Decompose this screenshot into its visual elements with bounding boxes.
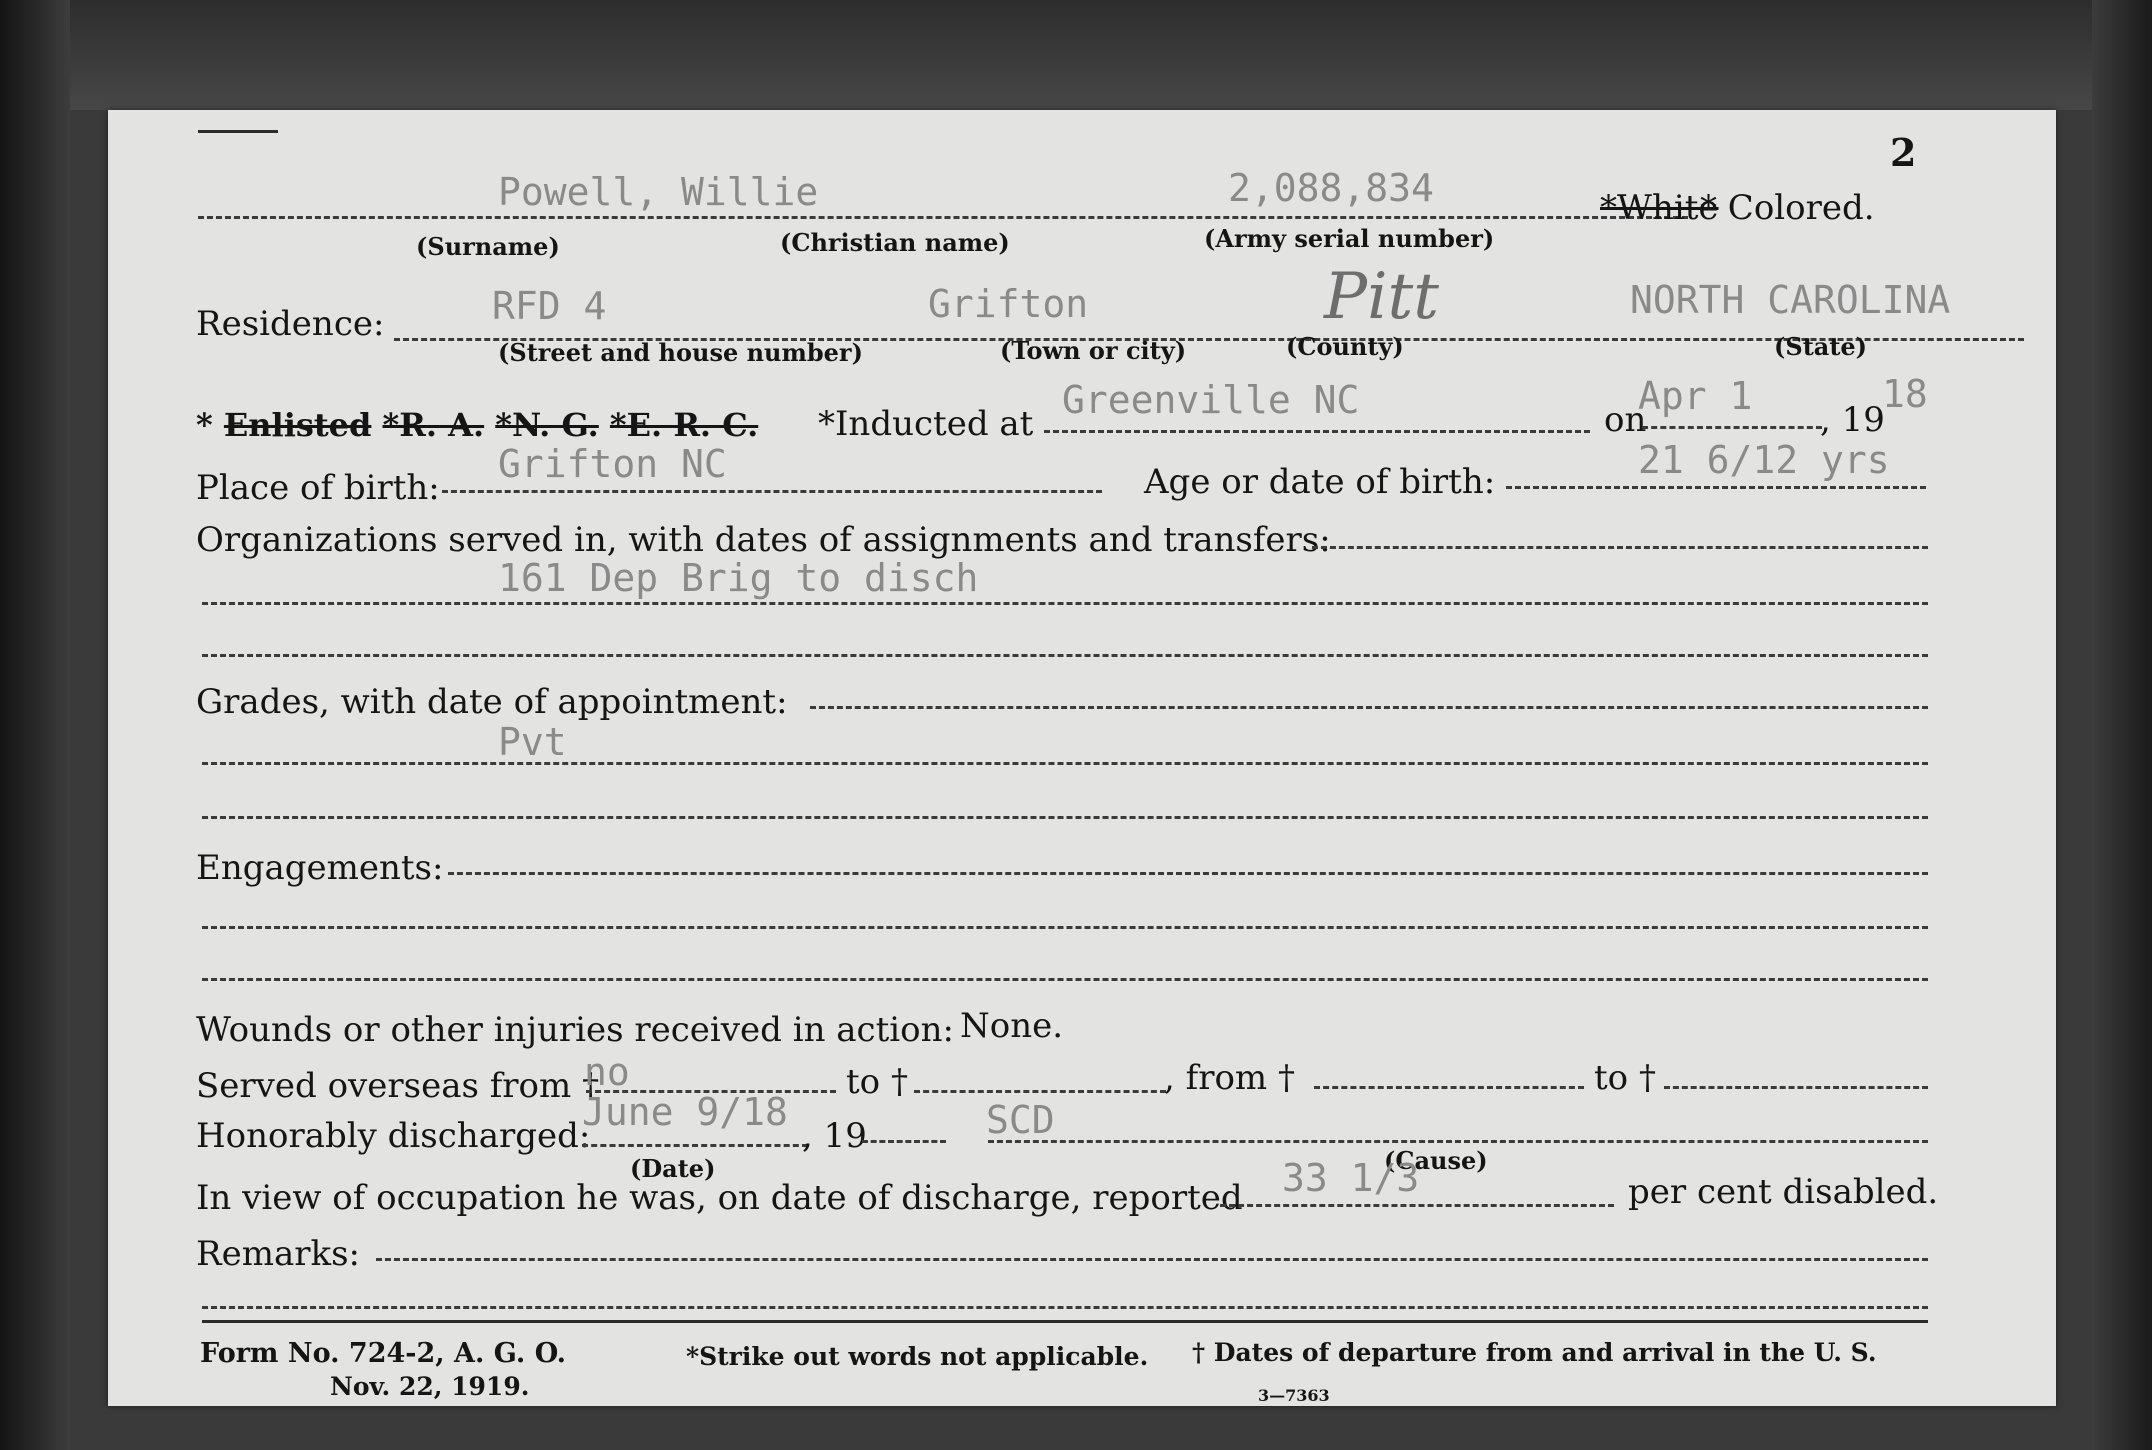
disability-label: In view of occupation he was, on date of discharge, reported (196, 1178, 1243, 1218)
residence-town-value: Grifton (928, 282, 1089, 326)
ng-option-struck: *N. G. (495, 406, 599, 444)
remarks-label: Remarks: (196, 1234, 360, 1274)
organizations-line-2 (202, 602, 1928, 605)
organizations-line-3 (202, 654, 1928, 657)
inducted-year-prefix: , 19 (1820, 400, 1885, 440)
residence-label: Residence: (196, 304, 385, 344)
age-line (1506, 486, 1926, 489)
disability-percent-value: 33 1/3 (1282, 1156, 1420, 1200)
county-caption: (County) (1286, 332, 1404, 361)
organizations-line-1 (1312, 546, 1928, 549)
inducted-at-label: *Inducted at (818, 404, 1034, 444)
street-caption: (Street and house number) (498, 338, 863, 367)
engagements-line-3 (202, 978, 1928, 981)
age-label: Age or date of birth: (1144, 462, 1496, 502)
engagements-line-1 (448, 872, 1928, 875)
surname-caption: (Surname) (416, 232, 560, 261)
scan-background-left (0, 0, 70, 1450)
strike-note-star: * (196, 406, 213, 444)
overseas-to-label: to † (846, 1062, 908, 1102)
army-serial-number-value: 2,088,834 (1228, 166, 1434, 210)
town-caption: (Town or city) (1000, 336, 1187, 365)
overseas-to-line (914, 1090, 1166, 1093)
discharge-cause-value: SCD (986, 1098, 1055, 1142)
discharged-year-line (862, 1140, 946, 1143)
christian-name-caption: (Christian name) (780, 228, 1010, 257)
overseas-to2-line (1664, 1086, 1928, 1089)
discharge-cause-line (988, 1140, 1928, 1143)
overseas-from2-label: , from † (1164, 1058, 1295, 1098)
strike-out-note: *Strike out words not applicable. (686, 1342, 1149, 1371)
grades-line-2 (202, 762, 1928, 765)
place-of-birth-label: Place of birth: (196, 468, 440, 508)
form-number: Form No. 724-2, A. G. O. (200, 1338, 567, 1369)
scan-background-right (2092, 0, 2152, 1450)
inducted-year-value: 18 (1882, 372, 1928, 416)
enlisted-option-struck: Enlisted (223, 406, 372, 444)
enlistment-options (196, 406, 758, 444)
residence-county-handwritten: Pitt (1324, 260, 1439, 334)
serial-number-caption: (Army serial number) (1204, 224, 1495, 253)
surname-christian-name-value: Powell, Willie (498, 170, 819, 214)
grades-value: Pvt (498, 720, 567, 764)
engagements-line-2 (202, 926, 1928, 929)
grades-line-3 (202, 816, 1928, 819)
remarks-line-1 (376, 1258, 1928, 1261)
place-of-birth-line (442, 490, 1102, 493)
colored-option: * Colored. (1700, 188, 1875, 228)
scan-background-top (0, 0, 2152, 110)
inducted-date-value: Apr 1 (1638, 374, 1753, 418)
ra-option-struck: *R. A. (382, 406, 485, 444)
residence-street-value: RFD 4 (492, 284, 607, 328)
place-of-birth-value: Grifton NC (498, 442, 727, 486)
inducted-at-value: Greenville NC (1062, 378, 1360, 422)
remarks-line-2 (202, 1306, 1928, 1309)
service-record-card (108, 110, 2056, 1406)
discharge-cause-caption: (Cause) (1384, 1146, 1488, 1175)
erc-option-struck: *E. R. C. (609, 406, 759, 444)
grades-label: Grades, with date of appointment: (196, 682, 788, 722)
dates-note: † Dates of departure from and arrival in the U. S. (1192, 1338, 1877, 1367)
organizations-value: 161 Dep Brig to disch (498, 556, 979, 600)
organizations-label: Organizations served in, with dates of assignments and transfers: (196, 520, 1331, 560)
discharged-year-prefix: , 19 (802, 1116, 867, 1156)
white-option-struck: *White (1600, 188, 1719, 228)
footer-rule (202, 1320, 1928, 1323)
discharge-date-caption: (Date) (630, 1154, 716, 1183)
wounds-label: Wounds or other injuries received in action: (196, 1010, 954, 1050)
discharged-date-line (582, 1144, 808, 1147)
form-date: Nov. 22, 1919. (330, 1372, 530, 1401)
inducted-at-line (1044, 430, 1590, 433)
state-caption: (State) (1774, 332, 1868, 361)
age-value: 21 6/12 yrs (1638, 438, 1890, 482)
disability-suffix: per cent disabled. (1628, 1172, 1939, 1212)
top-corner-rule (198, 130, 278, 133)
grades-line-1 (810, 706, 1928, 709)
inducted-on-label: on (1604, 400, 1647, 440)
wounds-value: None. (960, 1006, 1064, 1046)
name-line (198, 216, 1688, 219)
print-code: 3—7363 (1258, 1386, 1330, 1405)
discharged-label: Honorably discharged: (196, 1116, 591, 1156)
engagements-label: Engagements: (196, 848, 444, 888)
served-overseas-from-value: no (584, 1050, 630, 1094)
residence-state-value: NORTH CAROLINA (1630, 278, 1951, 322)
page-number: 2 (1890, 130, 1917, 175)
overseas-from2-line (1314, 1086, 1584, 1089)
discharged-date-value: June 9/18 (582, 1090, 788, 1134)
disability-line (1220, 1204, 1614, 1207)
served-overseas-label: Served overseas from † (196, 1066, 600, 1106)
overseas-to2-label: to † (1594, 1058, 1656, 1098)
inducted-date-line (1642, 426, 1822, 429)
